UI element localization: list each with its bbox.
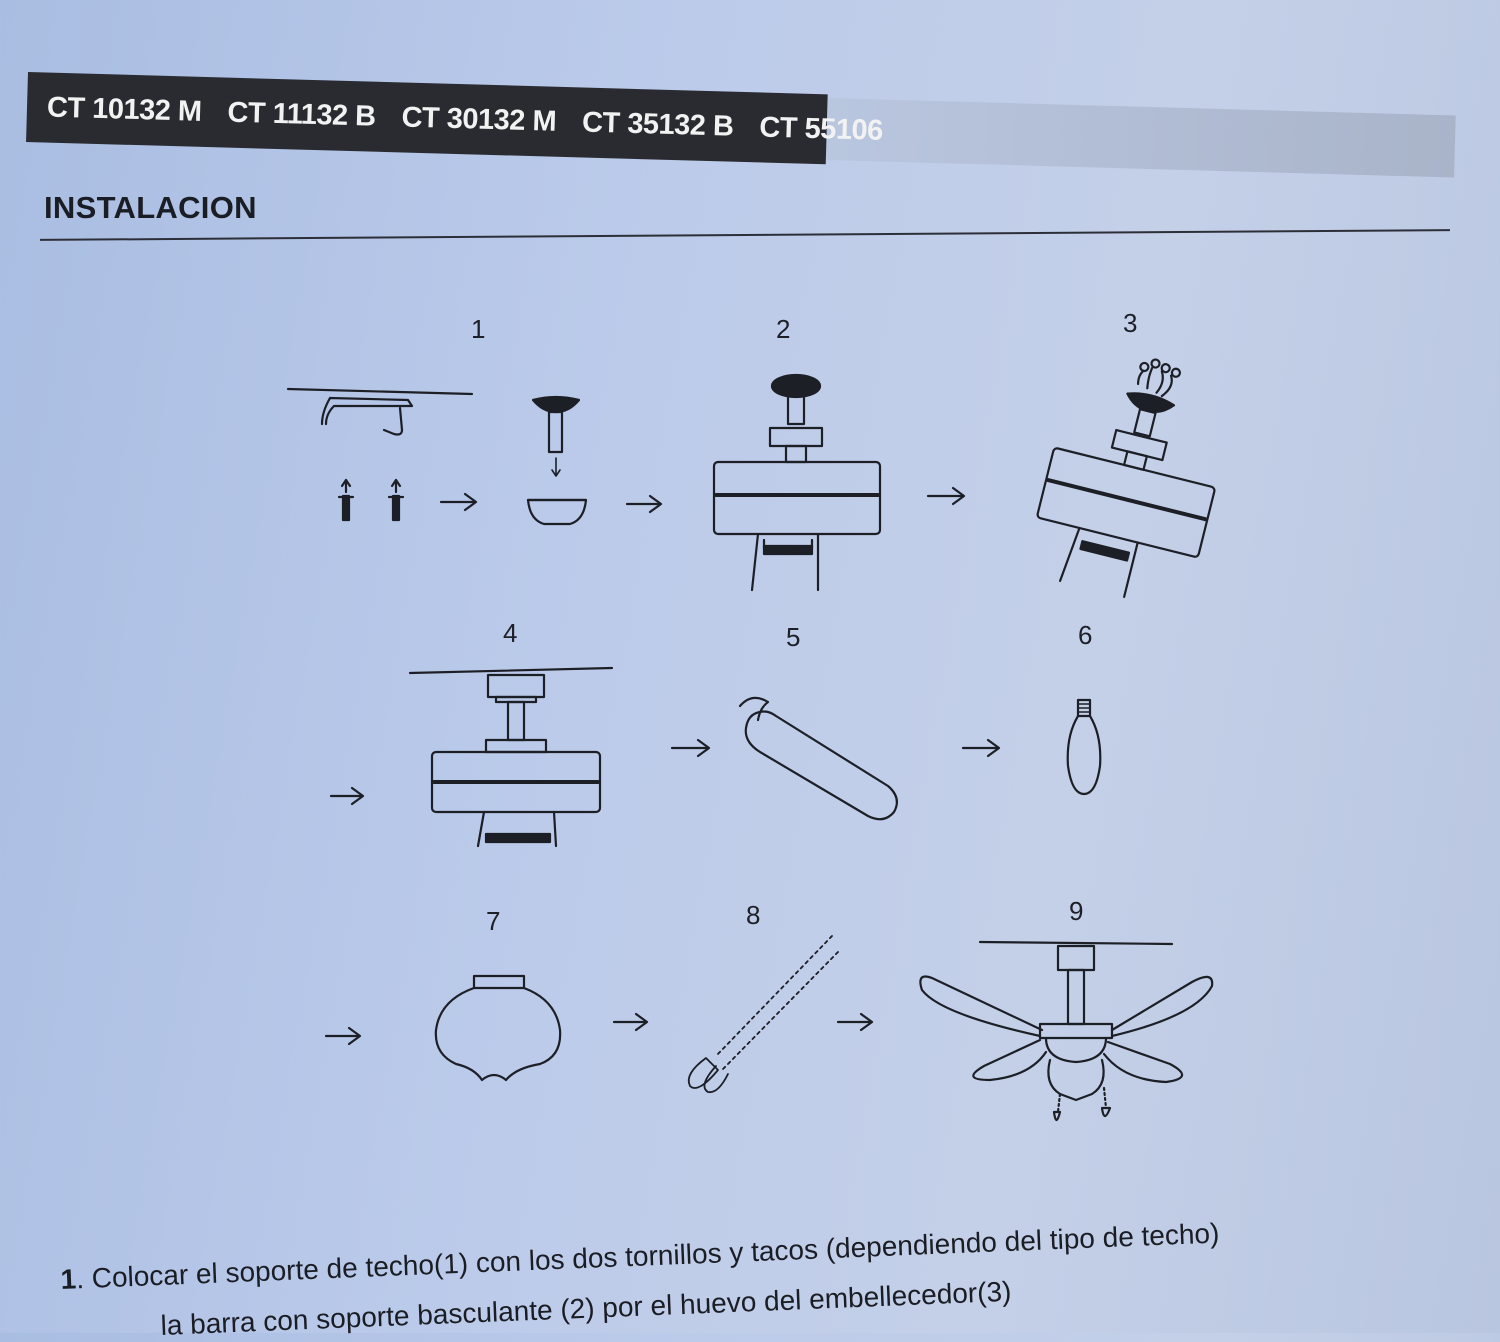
instruction-text: . Colocar el soporte de techo(1) con los dos tornillos y tacos (dependiendo del tipo de techo) (75, 1217, 1220, 1295)
arrow-icon (627, 496, 661, 512)
arrow-icon (838, 1014, 872, 1030)
step-number-2: 2 (776, 314, 791, 344)
fan-blade-illustration (740, 698, 897, 819)
fan-motor-assembly-illustration (714, 375, 880, 590)
step-number-7: 7 (486, 906, 501, 936)
model-code: CT 10132 M (46, 91, 202, 128)
instruction-number: 1 (60, 1263, 77, 1295)
arrow-icon (441, 494, 476, 510)
arrow-icon (614, 1014, 647, 1030)
pull-chain-illustration (689, 936, 838, 1092)
arrow-icon (928, 488, 964, 504)
downrod-canopy-illustration (528, 397, 586, 524)
assembled-ceiling-fan-illustration (920, 942, 1212, 1120)
step-number-3: 3 (1123, 308, 1138, 338)
ceiling-bracket-illustration (288, 389, 472, 435)
section-title: INSTALACION (44, 190, 257, 225)
model-code: CT 35132 B (581, 105, 734, 143)
light-bulb-illustration (1068, 700, 1101, 794)
motor-on-ceiling-illustration (410, 668, 612, 846)
model-code: CT 11132 B (227, 96, 377, 133)
arrow-icon (326, 1028, 360, 1044)
step-number-5: 5 (786, 622, 801, 652)
step-number-6: 6 (1078, 620, 1093, 650)
arrow-icon (672, 740, 709, 756)
glass-shade-illustration (326, 976, 560, 1080)
model-code: CT 55106 (758, 110, 884, 147)
step-number-8: 8 (746, 900, 761, 930)
model-code: CT 30132 M (401, 100, 557, 138)
step-number-9: 9 (1069, 896, 1084, 926)
motor-wiring-illustration (1023, 341, 1242, 612)
step-number-4: 4 (503, 618, 518, 648)
step-number-1: 1 (471, 314, 486, 344)
arrow-icon (331, 788, 363, 804)
screw-illustration (339, 480, 403, 520)
arrow-icon (963, 740, 999, 756)
instruction-text: la barra con soporte basculante (2) por el huevo del embellecedor(3) (160, 1275, 1012, 1341)
